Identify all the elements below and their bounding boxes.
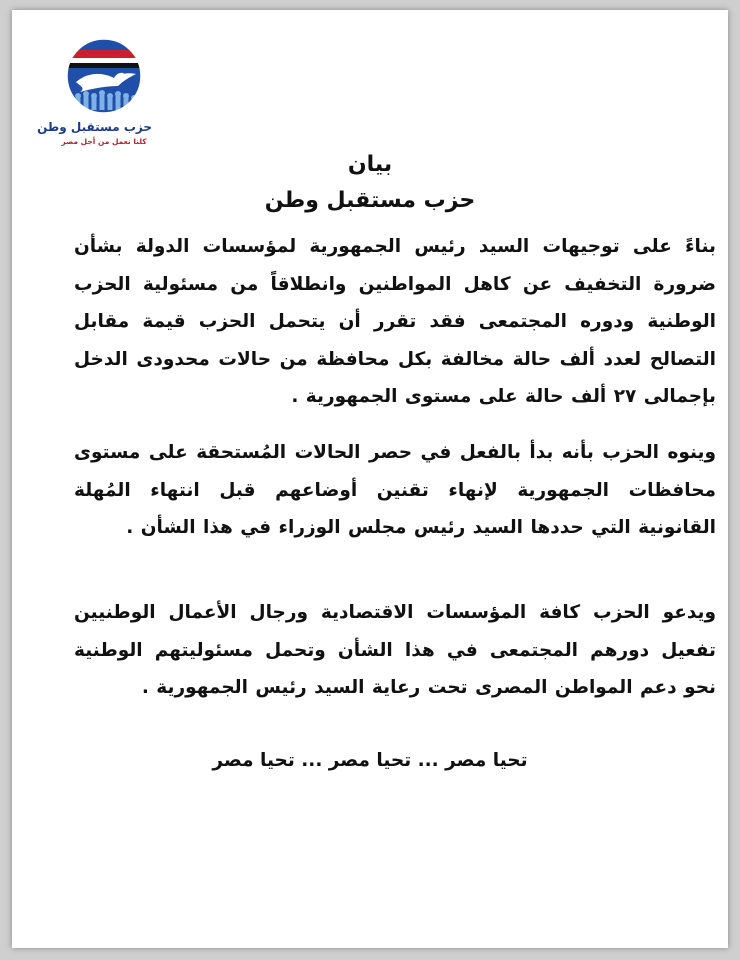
paragraph-2: وينوه الحزب بأنه بدأ بالفعل في حصر الحالات المُستحقة على مستوى محافظات الجمهورية لإنهاء تقنين أوضاعهم قبل انتهاء المُهلة القانونية التي حددها السيد رئيس مجلس الوزراء في هذا الشأن . [74,442,716,538]
party-logo [37,36,152,152]
paragraph-3: ويدعو الحزب كافة المؤسسات الاقتصادية ورجال الأعمال الوطنيين تفعيل دورهم المجتمعى في هذا الشأن وتحمل مسئوليتهم الوطنية نحو دعم المواطن المصرى تحت رعاية السيد رئيس الجمهورية . [74,602,716,698]
logo-slogan: كلنا نعمل من أجل مصر [61,137,147,146]
closing-line: تحيا مصر ... تحيا مصر ... تحيا مصر [212,750,528,771]
statement-subtitle: حزب مستقبل وطن [264,188,476,213]
logo-party-name: حزب مستقبل وطن [37,120,152,134]
document-page [12,10,728,948]
eagle-emblem-icon [56,36,152,120]
statement-title: بيان [347,152,393,177]
paragraph-1: بناءً على توجيهات السيد رئيس الجمهورية لمؤسسات الدولة بشأن ضرورة التخفيف عن كاهل المواطنين وانطلاقاً من مسئولية الحزب الوطنية ودوره المجتمعى فقد تقرر أن يتحمل الحزب قيمة مقابل التصالح لعدد ألف حالة مخالفة بكل محافظة من حالات محدودى الدخل بإجمالى ٢٧ ألف حالة على مستوى الجمهورية . [74,236,716,407]
